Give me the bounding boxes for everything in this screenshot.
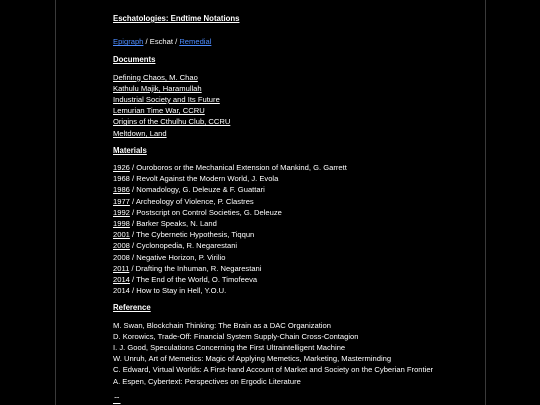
documents-heading: Documents: [113, 55, 156, 65]
document-item: [113, 105, 473, 116]
material-title: / The End of the World, O. Timofeeva: [129, 275, 258, 285]
material-item: [113, 285, 473, 296]
document-link[interactable]: Kathulu Majik, Haramullah: [113, 83, 202, 93]
material-year: 1968: [113, 174, 130, 184]
nav-remedial-link[interactable]: Remedial: [179, 37, 212, 47]
document-item: [113, 128, 473, 139]
document-item: [113, 72, 473, 83]
nav-epigraph-link[interactable]: Epigraph: [113, 37, 144, 47]
material-year-link[interactable]: 1992: [113, 207, 130, 217]
document-item: [113, 116, 473, 127]
material-year: 2014: [113, 286, 130, 296]
material-year-link[interactable]: 1986: [113, 185, 130, 195]
material-title: / Nomadology, G. Deleuze & F. Guattari: [129, 185, 265, 195]
material-item: [113, 207, 473, 218]
material-title: / How to Stay in Hell, Y.O.U.: [129, 286, 227, 296]
material-title: / Negative Horizon, P. Virilio: [129, 252, 226, 262]
material-item: [113, 274, 473, 285]
document-link[interactable]: Meltdown, Land: [113, 128, 167, 138]
material-title: / Archeology of Violence, P. Clastres: [129, 196, 254, 206]
breadcrumb-nav: [113, 36, 473, 47]
material-item: [113, 196, 473, 207]
material-item: [113, 184, 473, 195]
page-content: [113, 13, 473, 405]
material-item: [113, 173, 473, 184]
material-item: [113, 218, 473, 229]
nav-eschat-current: Eschat: [149, 37, 173, 47]
right-border-line: [485, 0, 486, 405]
material-year-link[interactable]: 2014: [113, 275, 130, 285]
material-item: [113, 240, 473, 251]
eye-icon[interactable]: ⌔: [113, 394, 121, 404]
material-title: / Cyclonopedia, R. Negarestani: [129, 241, 238, 251]
reference-list: [113, 320, 473, 387]
nav-separator: /: [143, 37, 150, 47]
material-item: [113, 162, 473, 173]
material-title: / Revolt Against the Modern World, J. Evola: [129, 174, 279, 184]
material-item: [113, 263, 473, 274]
document-link[interactable]: Industrial Society and Its Future: [113, 95, 220, 105]
material-title: / Barker Speaks, N. Land: [129, 219, 217, 229]
material-year-link[interactable]: 2011: [113, 263, 130, 273]
reference-item: M. Swan, Blockchain Thinking: The Brain as a DAC Organization: [113, 320, 331, 330]
nav-separator: /: [172, 37, 180, 47]
material-year: 2008: [113, 252, 130, 262]
material-year-link[interactable]: 1926: [113, 163, 130, 173]
document-item: [113, 83, 473, 94]
document-link[interactable]: Origins of the Cthulhu Club, CCRU: [113, 117, 231, 127]
material-year-link[interactable]: 2008: [113, 241, 130, 251]
documents-section: [113, 54, 473, 138]
reference-item: A. Espen, Cybertext: Perspectives on Ergodic Literature: [113, 376, 301, 386]
material-title: / The Cybernetic Hypothesis, Tiqqun: [129, 230, 255, 240]
material-item: [113, 229, 473, 240]
reference-item: W. Unruh, Art of Memetics: Magic of Applying Memetics, Marketing, Masterminding: [113, 354, 392, 364]
material-year-link[interactable]: 1998: [113, 219, 130, 229]
reference-section: [113, 302, 473, 386]
page-title: Eschatologies: Endtime Notations: [113, 14, 240, 23]
material-title: / Ouroboros or the Mechanical Extension of Mankind, G. Garrett: [129, 163, 347, 173]
document-item: [113, 94, 473, 105]
left-border-line: [55, 0, 56, 405]
documents-list: [113, 72, 473, 139]
materials-heading: Materials: [113, 145, 147, 155]
materials-section: [113, 145, 473, 297]
material-title: / Drafting the Inhuman, R. Negarestani: [129, 263, 262, 273]
material-year-link[interactable]: 2001: [113, 230, 130, 240]
material-title: / Postscript on Control Societies, G. Deleuze: [129, 207, 282, 217]
reference-item: C. Edward, Virtual Worlds: A First-hand Account of Market and Society on the Cyberian Frontier: [113, 365, 434, 375]
reference-item: D. Korowics, Trade-Off: Financial System Supply-Chain Cross-Contagion: [113, 331, 359, 341]
document-link[interactable]: Defining Chaos, M. Chao: [113, 72, 198, 82]
material-year-link[interactable]: 1977: [113, 196, 130, 206]
material-item: [113, 252, 473, 263]
reference-item: I. J. Good, Speculations Concerning the First Ultraintelligent Machine: [113, 343, 346, 353]
document-link[interactable]: Lemurian Time War, CCRU: [113, 106, 205, 116]
materials-list: [113, 162, 473, 296]
reference-heading: Reference: [113, 303, 151, 313]
